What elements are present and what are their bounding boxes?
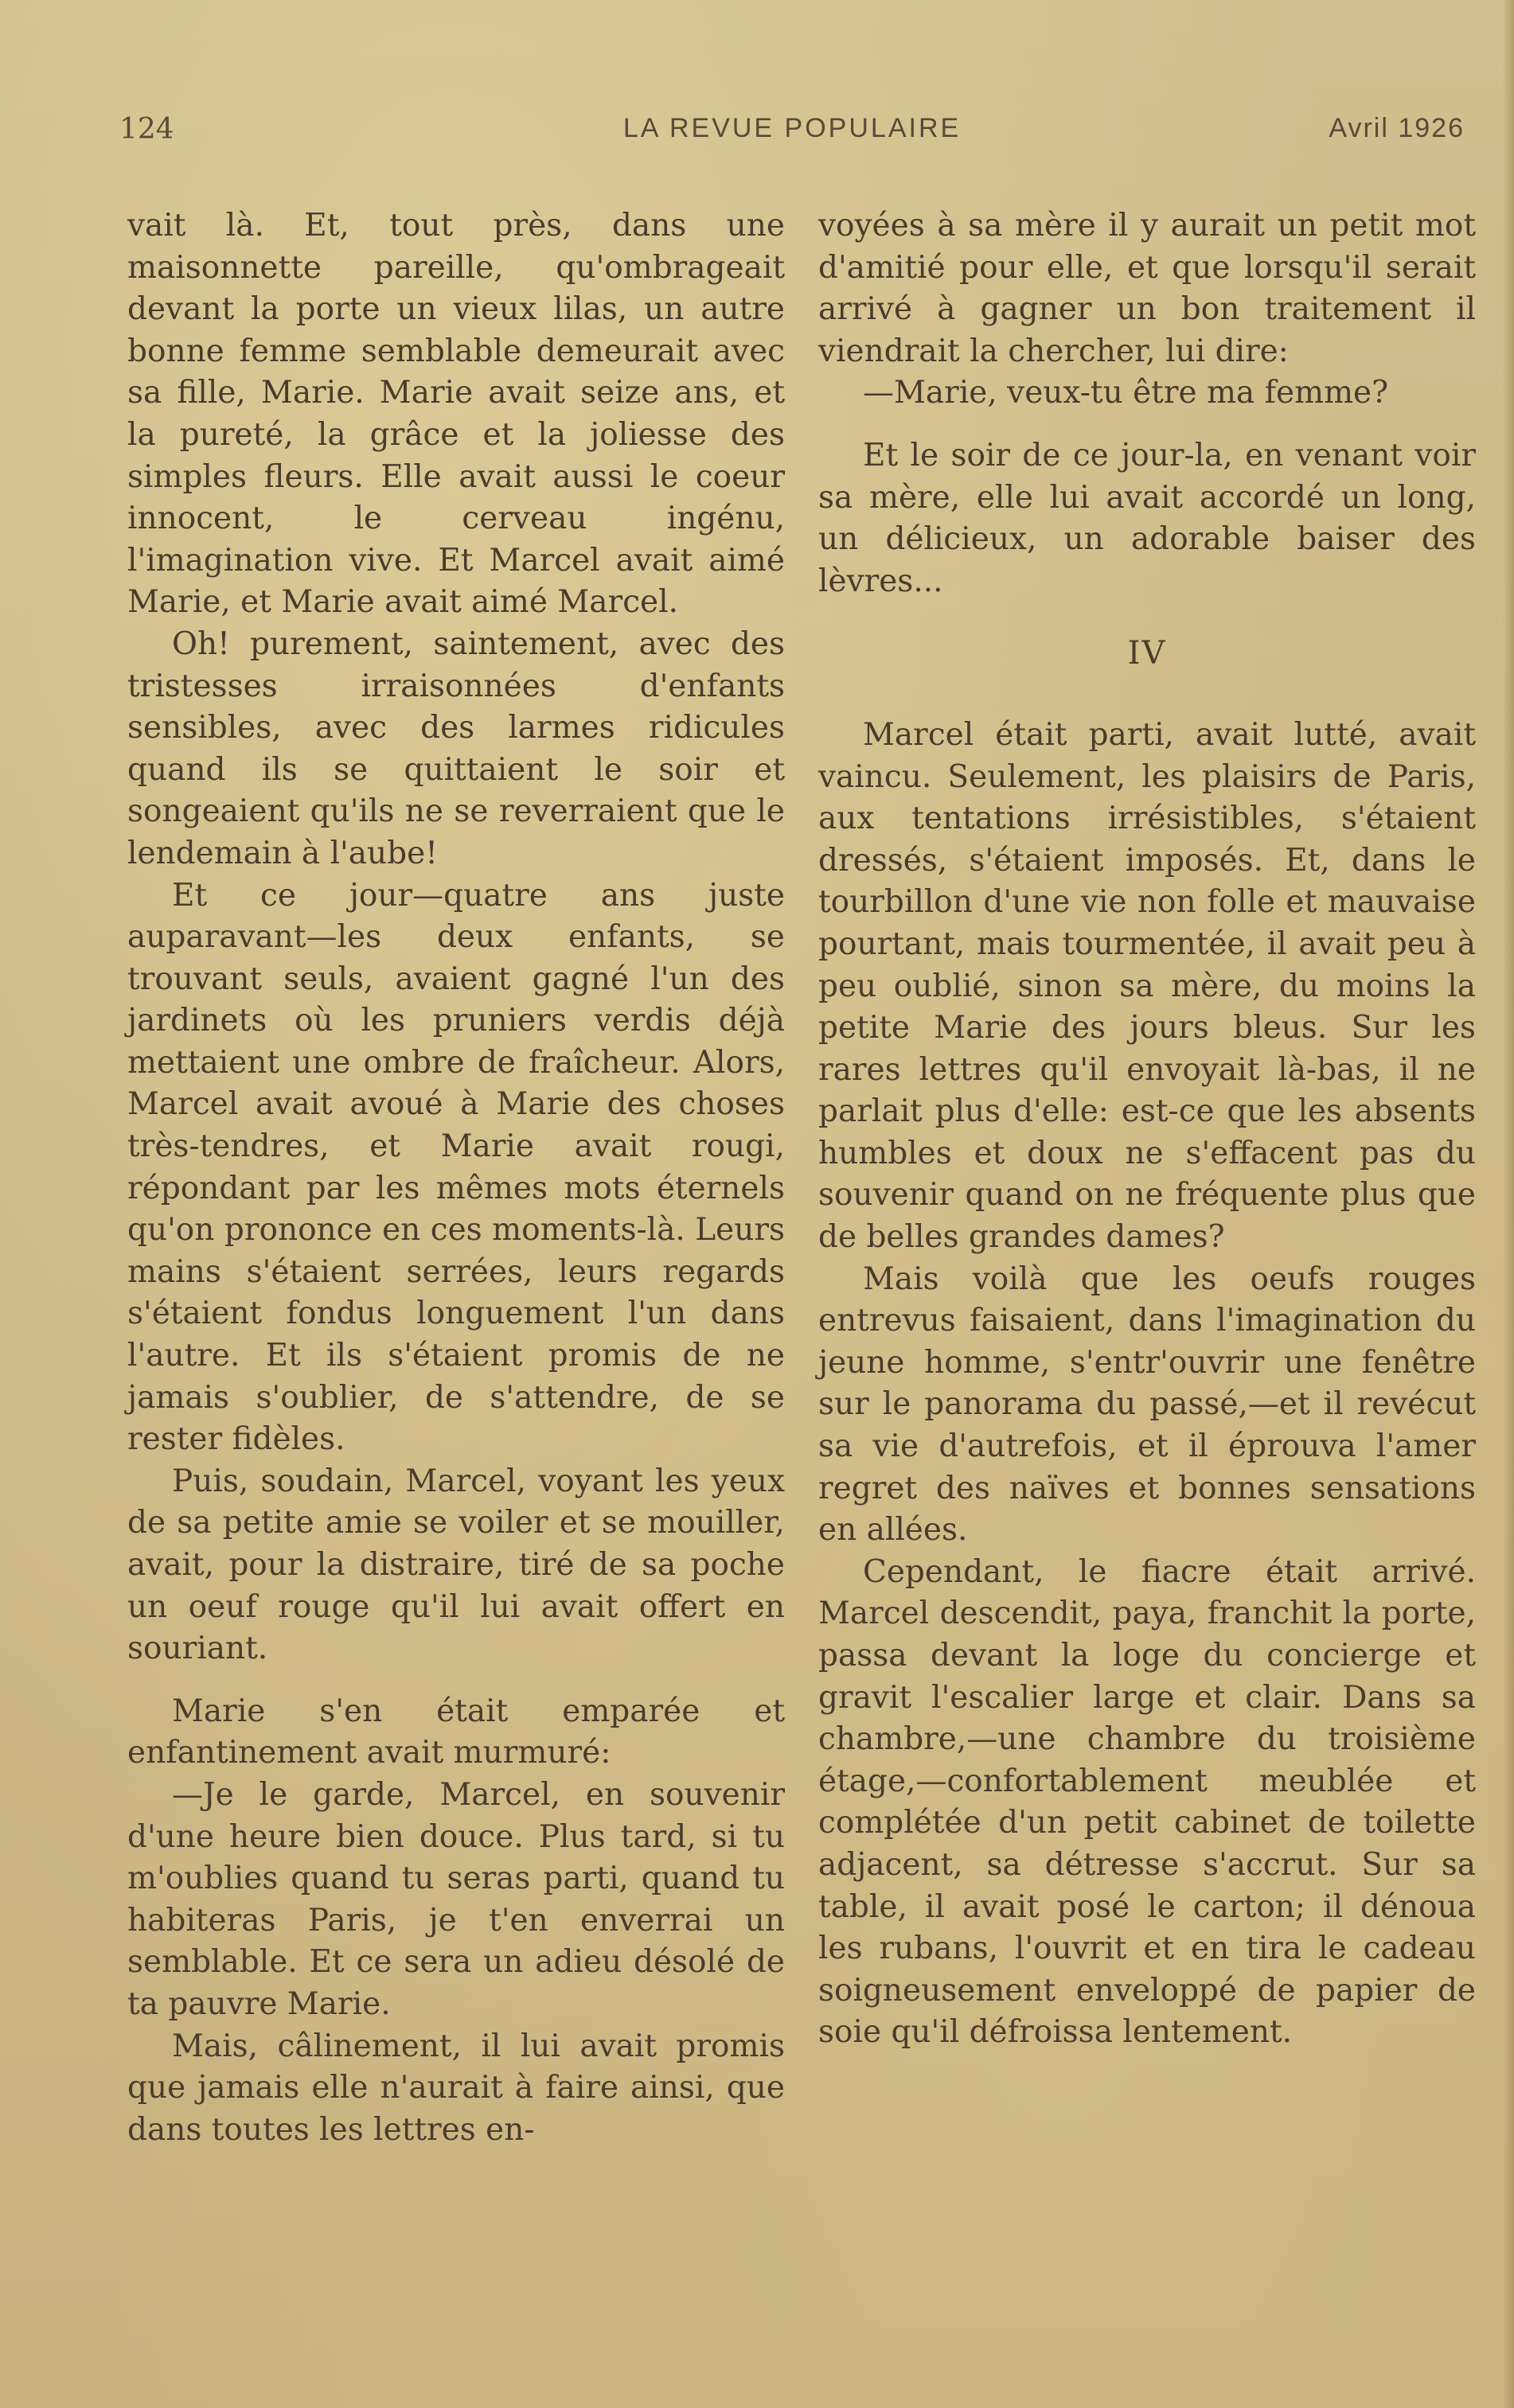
paragraph: Puis, soudain, Marcel, voyant les yeux de sa petite amie se voiler et se mouiller, avait, pour la distraire, tiré de sa poche un oeuf rouge qu'il lui avait offert en souriant. bbox=[127, 1463, 785, 1667]
left-column bbox=[127, 205, 785, 2151]
issue-date: Avril 1926 bbox=[1329, 113, 1465, 143]
paragraph: Et ce jour—quatre ans juste auparavant—les deux enfants, se trouvant seuls, avaient gagné l'un des jardinets où les pruniers verdis déjà mettaient une ombre de fraîcheur. Alors, Marcel avait avoué à Marie des choses très-tendres, et Marie avait rougi, répondant par les mêmes mots éternels qu'on prononce en ces moments-là. Leurs mains s'étaient serrées, leurs regards s'étaient fondus longuement l'un dans l'autre. Et ils s'étaient promis de ne jamais s'oublier, de s'attendre, de se rester fidèles. bbox=[127, 877, 785, 1458]
paragraph: —Marie, veux-tu être ma femme? bbox=[863, 375, 1389, 411]
paragraph: Marie s'en était emparée et enfantinement avait murmuré: bbox=[127, 1693, 785, 1771]
paragraph: Mais, câlinement, il lui avait promis que jamais elle n'aurait à faire ainsi, que dans toutes les lettres en- bbox=[127, 2028, 785, 2148]
right-column bbox=[818, 205, 1476, 2054]
paragraph: Oh! purement, saintement, avec des tristesses irraisonnées d'enfants sensibles, avec des larmes ridicules quand ils se quittaient le soir et songeaient qu'ils ne se reverraient que le lendemain à l'aube! bbox=[127, 625, 785, 871]
paragraph: vait là. Et, tout près, dans une maisonnette pareille, qu'ombrageait devant la porte un vieux lilas, un autre bonne femme semblable demeurait avec sa fille, Marie. Marie avait seize ans, et la pureté, la grâce et la joliesse des simples fleurs. Elle avait aussi le coeur innocent, le cerveau ingénu, l'imagination vive. Et Marcel avait aimé Marie, et Marie avait aimé Marcel. bbox=[127, 208, 785, 621]
paragraph: voyées à sa mère il y aurait un petit mot d'amitié pour elle, et que lorsqu'il serait arrivé à gagner un bon traitement il viendrait la chercher, lui dire: bbox=[818, 208, 1476, 369]
paragraph: Marcel était parti, avait lutté, avait vaincu. Seulement, les plaisirs de Paris, aux tentations irrésistibles, s'étaient dressés, s'étaient imposés. Et, dans le tourbillon d'une vie non folle et mauvaise pourtant, mais tourmentée, il avait peu à peu oublié, sinon sa mère, du moins la petite Marie des jours bleus. Sur les rares lettres qu'il envoyait là-bas, il ne parlait plus d'elle: est-ce que les absents humbles et doux ne s'effacent pas du souvenir quand on ne fréquente plus que de belles grandes dames? bbox=[818, 716, 1476, 1256]
section-heading: IV bbox=[1127, 635, 1167, 672]
paragraph: Et le soir de ce jour-la, en venant voir sa mère, elle lui avait accordé un long, un délicieux, un adorable baiser des lèvres... bbox=[818, 437, 1476, 599]
paragraph: —Je le garde, Marcel, en souvenir d'une heure bien douce. Plus tard, si tu m'oublies quand tu seras parti, quand tu habiteras Paris, je t'en enverrai un semblable. Et ce sera un adieu désolé de ta pauvre Marie. bbox=[127, 1776, 785, 2022]
paragraph: Mais voilà que les oeufs rouges entrevus faisaient, dans l'imagination du jeune homme, s'entr'ouvrir une fenêtre sur le panorama du passé,—et il revécut sa vie d'autrefois, et il éprouva l'amer regret des naïves et bonnes sensations en allées. bbox=[818, 1260, 1476, 1549]
page-number: 124 bbox=[119, 113, 174, 146]
page-edge-shadow bbox=[1503, 0, 1514, 2408]
running-header bbox=[119, 113, 1465, 153]
publication-title: LA REVUE POPULAIRE bbox=[622, 113, 962, 143]
paragraph: Cependant, le fiacre était arrivé. Marcel descendit, paya, franchit la porte, passa devant la loge du concierge et gravit l'escalier large et clair. Dans sa chambre,—une chambre du troisième étage,—confortablement meublée et complétée d'un petit cabinet de toilette adjacent, sa détresse s'accrut. Sur sa table, il avait posé le carton; il dénoua les rubans, l'ouvrit et en tira le cadeau soigneusement enveloppé de papier de soie qu'il défroissa lentement. bbox=[818, 1553, 1476, 2051]
